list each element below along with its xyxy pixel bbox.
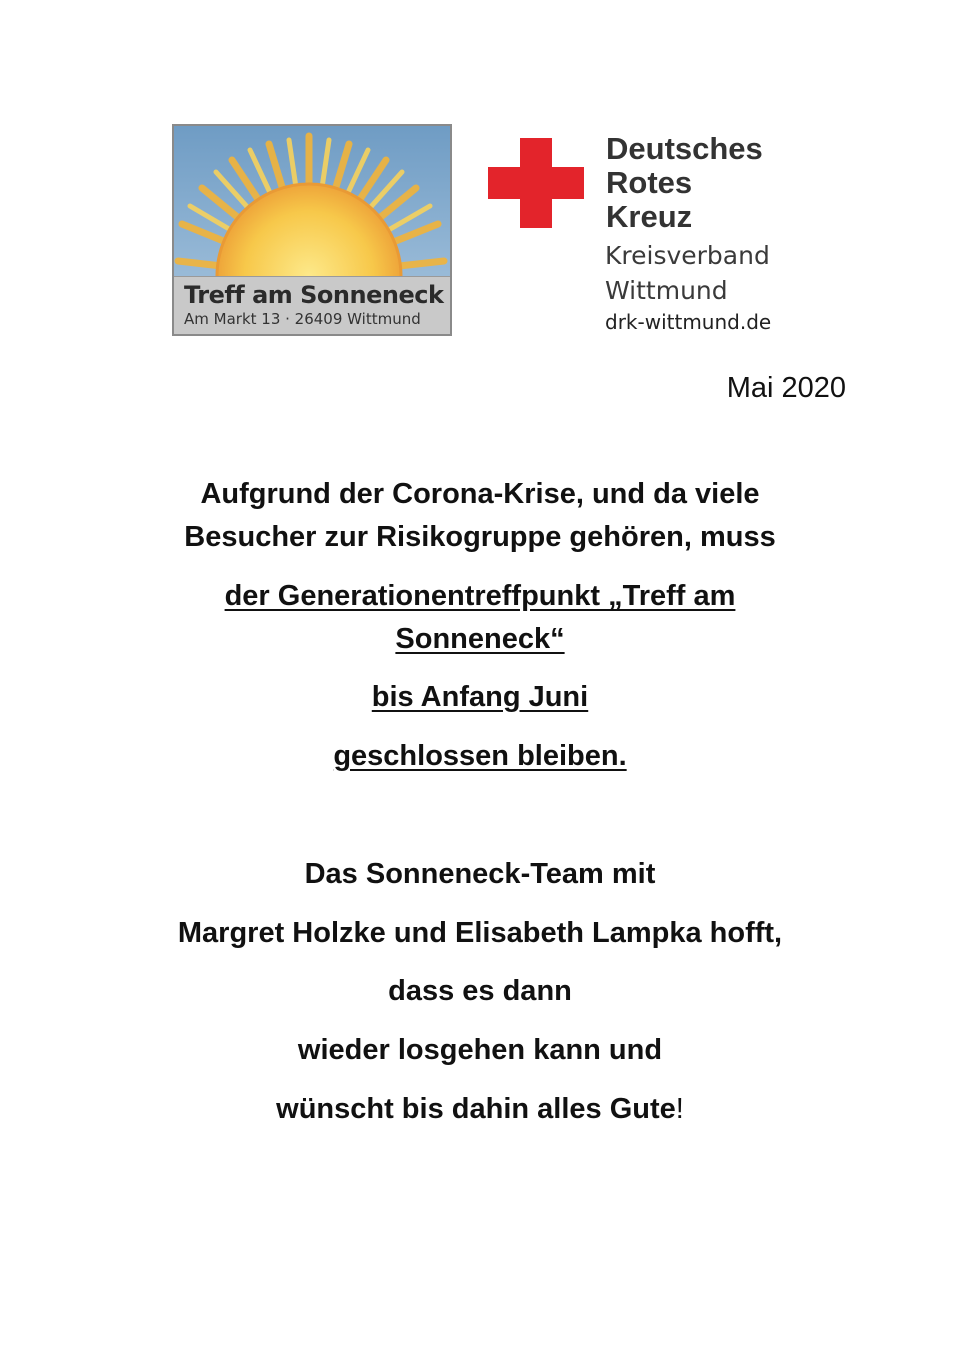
closing-last-text: wünscht bis dahin alles Gute <box>276 1093 676 1125</box>
notice-highlight-line: geschlossen bleiben. <box>333 740 627 772</box>
notice-intro-line: Aufgrund der Corona-Krise, und da viele <box>200 478 760 510</box>
document-date: Mai 2020 <box>726 372 846 404</box>
closing-line: wieder losgehen kann und <box>297 1034 663 1066</box>
closing-line-last <box>0 1088 960 1131</box>
closing-exclamation: ! <box>675 1093 684 1125</box>
sonneneck-address: Am Markt 13 · 26409 Wittmund <box>184 310 421 328</box>
sonneneck-title: Treff am Sonneneck <box>184 281 444 309</box>
closing-line: dass es dann <box>388 975 572 1007</box>
drk-verband-line: Kreisverband <box>605 241 770 270</box>
closing-line: Margret Holzke und Elisabeth Lampka hofft, <box>177 917 783 949</box>
sonneneck-logo <box>172 124 452 336</box>
drk-name <box>606 132 763 234</box>
notice-intro-line: Besucher zur Risikogruppe gehören, muss <box>184 521 776 553</box>
drk-kreisverband <box>605 238 770 308</box>
drk-verband-line: Wittmund <box>605 276 728 305</box>
drk-name-line: Kreuz <box>606 199 693 234</box>
drk-website: drk-wittmund.de <box>605 310 772 334</box>
notice-highlight-line: bis Anfang Juni <box>371 681 589 713</box>
drk-name-line: Deutsches <box>606 131 763 166</box>
notice-highlight-line: der Generationentreffpunkt „Treff am <box>224 580 736 612</box>
closing-line: Das Sonneneck-Team mit <box>304 858 656 890</box>
drk-name-line: Rotes <box>606 165 693 200</box>
notice-highlight-line: Sonneneck“ <box>395 623 565 655</box>
sonneneck-caption <box>174 276 450 335</box>
red-cross-icon <box>488 138 584 228</box>
